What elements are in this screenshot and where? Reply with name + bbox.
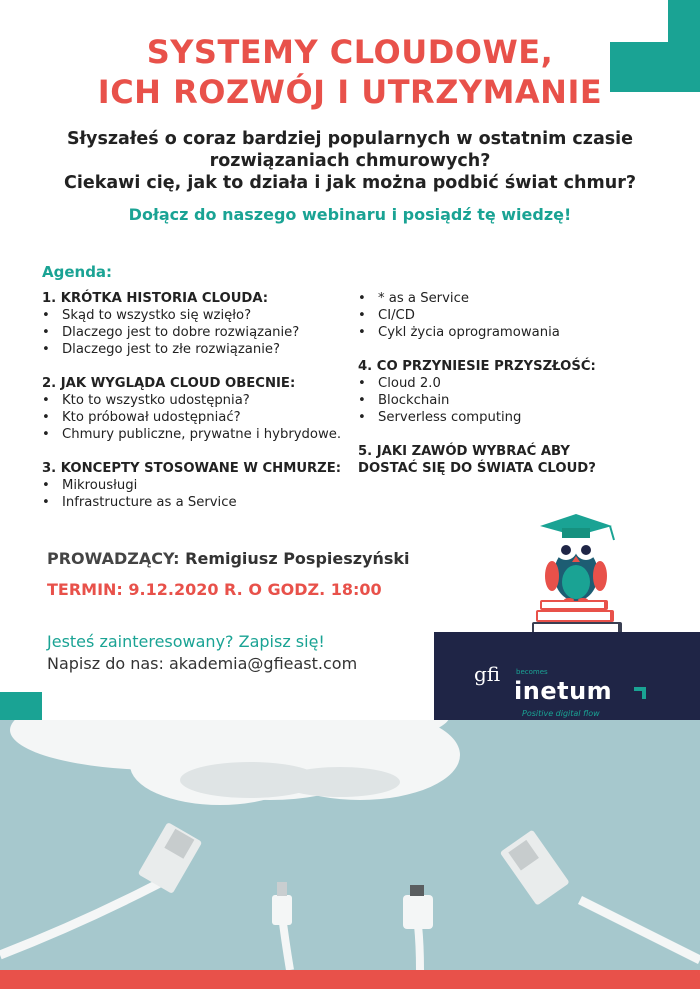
- presenter-line: [47, 549, 410, 568]
- agenda-item: • Dlaczego jest to złe rozwiązanie?: [42, 341, 362, 358]
- agenda-item: • * as a Service: [358, 290, 678, 307]
- agenda-section-title: 4. CO PRZYNIESIE PRZYSZŁOŚĆ:: [358, 359, 596, 374]
- agenda-section-title: 5. JAKI ZAWÓD WYBRAĆ ABY: [358, 444, 570, 459]
- agenda-column-right: [358, 290, 678, 477]
- webinar-cta: Dołącz do naszego webinaru i posiądź tę wiedzę!: [128, 205, 572, 224]
- agenda-section-title: 2. JAK WYGLĄDA CLOUD OBECNIE:: [42, 376, 296, 391]
- agenda-item: • Blockchain: [358, 392, 678, 409]
- cloud-image: [0, 720, 700, 970]
- owl-mascot-icon: [532, 504, 628, 636]
- agenda-item: • CI/CD: [358, 307, 678, 324]
- inetum-mark-icon: [634, 687, 646, 699]
- bottom-accent-bar: [0, 970, 700, 989]
- gfi-logo: gfi: [474, 662, 501, 686]
- brand-tagline: Positive digital flow: [522, 709, 600, 718]
- agenda-item: • Kto próbował udostępniać?: [42, 409, 362, 426]
- agenda-item: • Cloud 2.0: [358, 375, 678, 392]
- event-date: TERMIN: 9.12.2020 R. O GODZ. 18:00: [47, 580, 382, 599]
- signup-prompt: Jesteś zainteresowany? Zapisz się!: [47, 632, 325, 651]
- agenda-item: • Kto to wszystko udostępnia?: [42, 392, 362, 409]
- agenda-section-title-cont: DOSTAĆ SIĘ DO ŚWIATA CLOUD?: [358, 461, 596, 476]
- agenda-item: • Cykl życia oprogramowania: [358, 324, 678, 341]
- agenda-heading: Agenda:: [42, 263, 113, 281]
- agenda-item: • Dlaczego jest to dobre rozwiązanie?: [42, 324, 362, 341]
- becomes-label: becomes: [516, 668, 548, 676]
- inetum-logo: inetum: [514, 677, 613, 705]
- agenda-item: • Mikrousługi: [42, 477, 362, 494]
- agenda-item: • Chmury publiczne, prywatne i hybrydowe.: [42, 426, 362, 443]
- agenda-item: • Serverless computing: [358, 409, 678, 426]
- agenda-column-left: [42, 290, 362, 511]
- agenda-section-title: 3. KONCEPTY STOSOWANE W CHMURZE:: [42, 461, 342, 476]
- presenter-name: Remigiusz Pospieszyński: [185, 549, 410, 568]
- agenda-item: • Infrastructure as a Service: [42, 494, 362, 511]
- intro-text: Słyszałeś o coraz bardziej popularnych w ostatnim czasie rozwiązaniach chmurowych? Ciekawi cię, jak to działa i jak można podbić świat chmur?: [64, 129, 636, 193]
- contact-email: Napisz do nas: akademia@gfieast.com: [47, 654, 358, 673]
- agenda-item: • Skąd to wszystko się wzięło?: [42, 307, 362, 324]
- presenter-label: PROWADZĄCY:: [47, 549, 180, 568]
- page-title: SYSTEMY CLOUDOWE, ICH ROZWÓJ I UTRZYMANIE: [97, 33, 603, 111]
- agenda-section-title: 1. KRÓTKA HISTORIA CLOUDA:: [42, 291, 269, 306]
